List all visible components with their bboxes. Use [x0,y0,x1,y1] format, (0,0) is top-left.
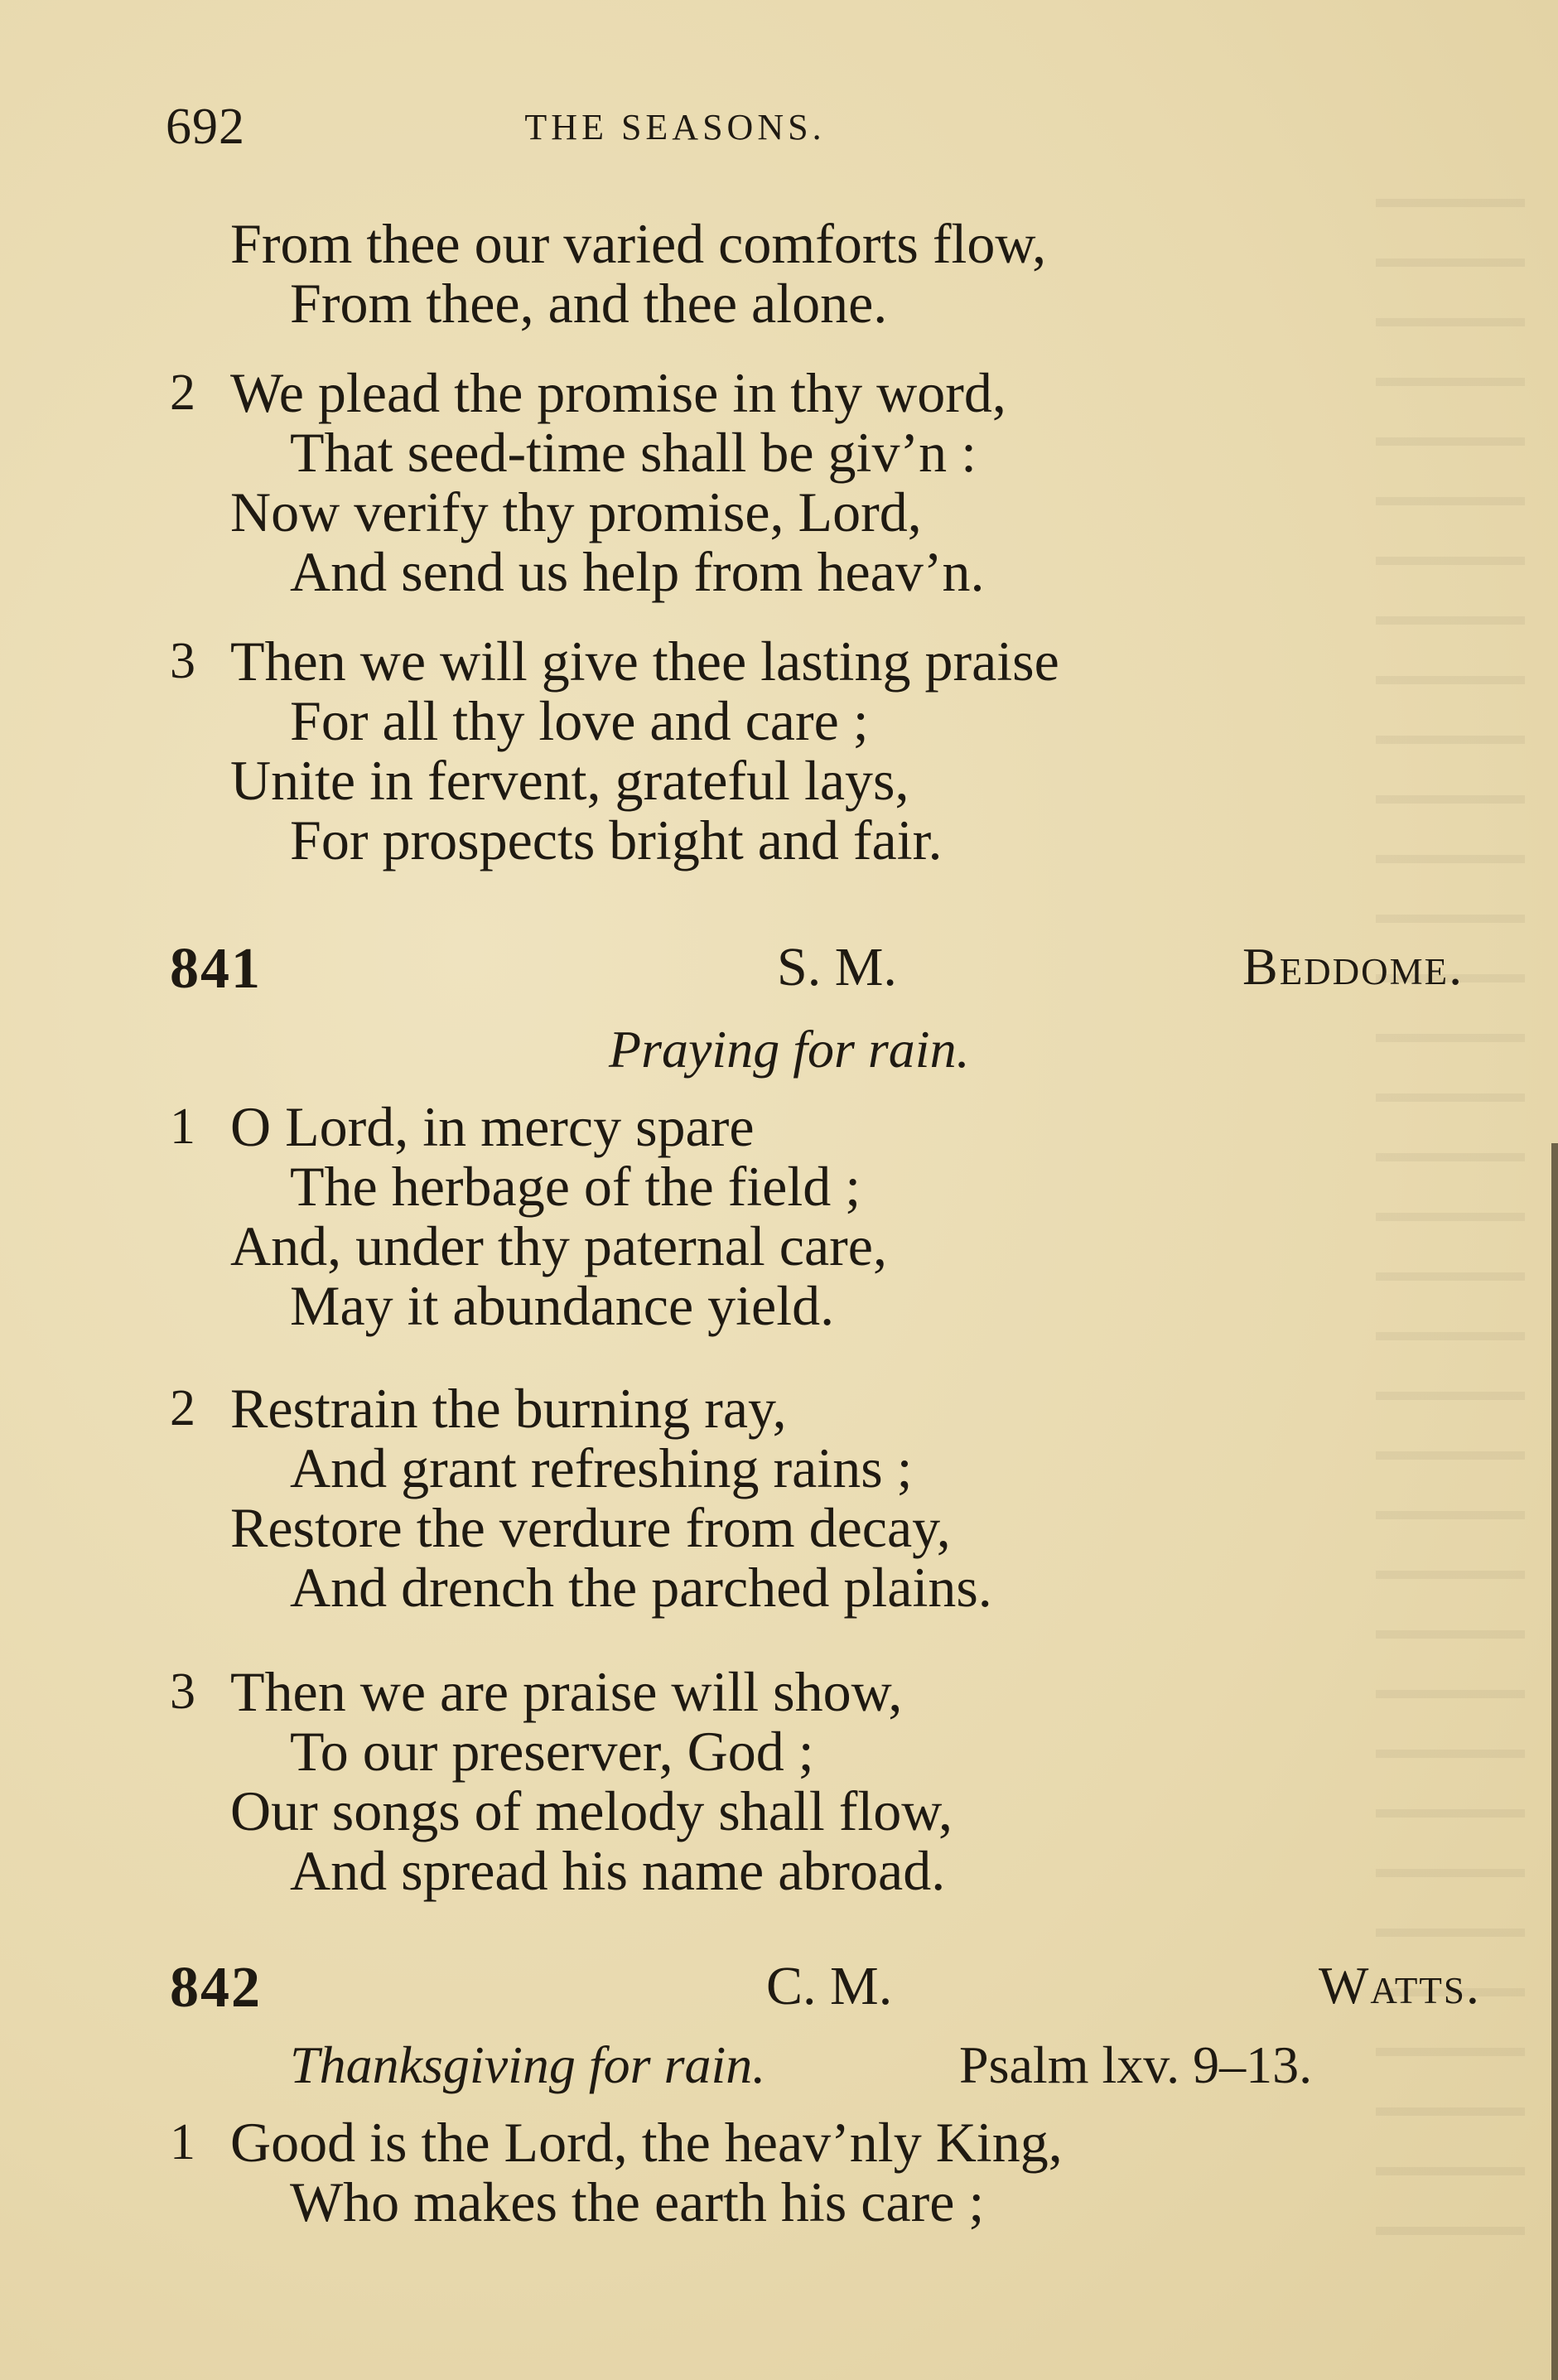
hymn-meter: S. M. [777,937,897,997]
verse-line: For prospects bright and fair. [290,809,943,871]
verse-line: Our songs of melody shall flow, [230,1779,953,1842]
verse-line: Good is the Lord, the heav’nly King, [230,2111,1063,2174]
page-edge [1551,1143,1558,2380]
verse-line: Who makes the earth his care ; [290,2170,985,2233]
page-number: 692 [166,99,245,155]
verse-line: That seed-time shall be giv’n : [290,421,977,484]
verse-line: Restrain the burning ray, [230,1377,787,1440]
verse-line: Then we will give thee lasting praise [230,630,1059,693]
verse-line: Then we are praise will show, [230,1660,903,1723]
verse-line: O Lord, in mercy spare [230,1095,755,1158]
hymn-subtitle: Thanksgiving for rain. [290,2035,766,2094]
verse-line: And send us help from heav’n. [290,540,985,603]
verse-line: To our preserver, God ; [290,1720,814,1783]
hymn-meter: C. M. [766,1956,893,2016]
verse-line: From thee our varied comforts flow, [230,212,1047,275]
stanza-number: 3 [170,1663,195,1720]
hymn-author: Beddome. [1242,937,1464,996]
verse-line: And spread his name abroad. [290,1839,946,1902]
hymn-author: Watts. [1319,1956,1481,2015]
stanza-number: 1 [170,1098,195,1155]
stanza-number: 3 [170,633,195,689]
verse-line: May it abundance yield. [290,1274,835,1337]
verse-line: For all thy love and care ; [290,689,869,752]
verse-line: And grant refreshing rains ; [290,1436,913,1499]
running-head [166,98,1449,156]
running-title: THE SEASONS. [524,107,826,147]
verse-line: And, under thy paternal care, [230,1214,887,1277]
verse-line: We plead the promise in thy word, [230,361,1006,424]
verse-line: Now verify thy promise, Lord, [230,480,922,543]
verse-line: The herbage of the field ; [290,1155,861,1218]
stanza-number: 2 [170,1380,195,1436]
verse-line: Restore the verdure from decay, [230,1496,951,1559]
verse-line: And drench the parched plains. [290,1556,992,1619]
verse-line: Unite in fervent, grateful lays, [230,749,909,812]
stanza-number: 1 [170,2114,195,2170]
scripture-reference: Psalm lxv. 9–13. [959,2035,1313,2094]
hymn-subtitle: Praying for rain. [609,1020,970,1079]
hymn-number: 841 [170,937,262,1001]
stanza-number: 2 [170,364,195,421]
hymn-number: 842 [170,1956,262,2020]
verse-line: From thee, and thee alone. [290,272,888,335]
